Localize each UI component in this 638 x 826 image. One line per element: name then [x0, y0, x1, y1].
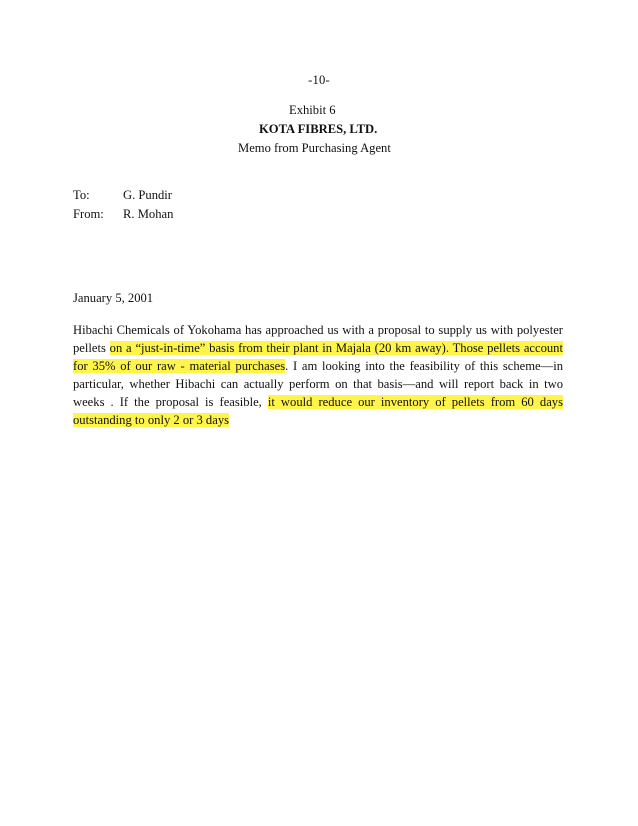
- from-row: [73, 205, 173, 224]
- highlighted-text: it would reduce our inventory of pellets from 60 days: [267, 395, 564, 409]
- highlighted-text: for 35% of our raw - material purchases: [73, 359, 286, 373]
- memo-address-block: [73, 186, 173, 224]
- body-line-1: [73, 321, 563, 339]
- highlighted-text: on a “just-in-time” basis from their plant in Majala (20 km away). Those pellets account: [109, 341, 563, 355]
- exhibit-label: Exhibit 6: [289, 103, 336, 117]
- highlighted-text: outstanding to only 2 or 3 days: [73, 413, 230, 427]
- body-line-3: [73, 357, 563, 375]
- from-label: From:: [73, 207, 104, 221]
- body-line-6: [73, 411, 563, 429]
- from-value: R. Mohan: [123, 207, 174, 221]
- page-number: -10-: [308, 73, 330, 87]
- to-row: [73, 186, 173, 205]
- body-text-segment: pellets: [73, 341, 110, 355]
- body-text-segment: weeks . If the proposal is feasible,: [73, 395, 268, 409]
- memo-date: January 5, 2001: [73, 291, 154, 305]
- to-value: G. Pundir: [123, 188, 172, 202]
- memo-body: [73, 321, 563, 429]
- memo-title: Memo from Purchasing Agent: [238, 141, 391, 155]
- body-text-segment: . I am looking into the feasibility of this scheme—in: [285, 359, 563, 373]
- body-line-5: [73, 393, 563, 411]
- body-text-segment: particular, whether Hibachi can actually perform on that basis—and will report back in two: [73, 377, 563, 391]
- body-text-segment: Hibachi Chemicals of Yokohama has approached us with a proposal to supply us with polyester: [73, 323, 563, 337]
- company-name: KOTA FIBRES, LTD.: [259, 122, 378, 136]
- to-label: To:: [73, 188, 90, 202]
- body-line-2: [73, 339, 563, 357]
- body-line-4: [73, 375, 563, 393]
